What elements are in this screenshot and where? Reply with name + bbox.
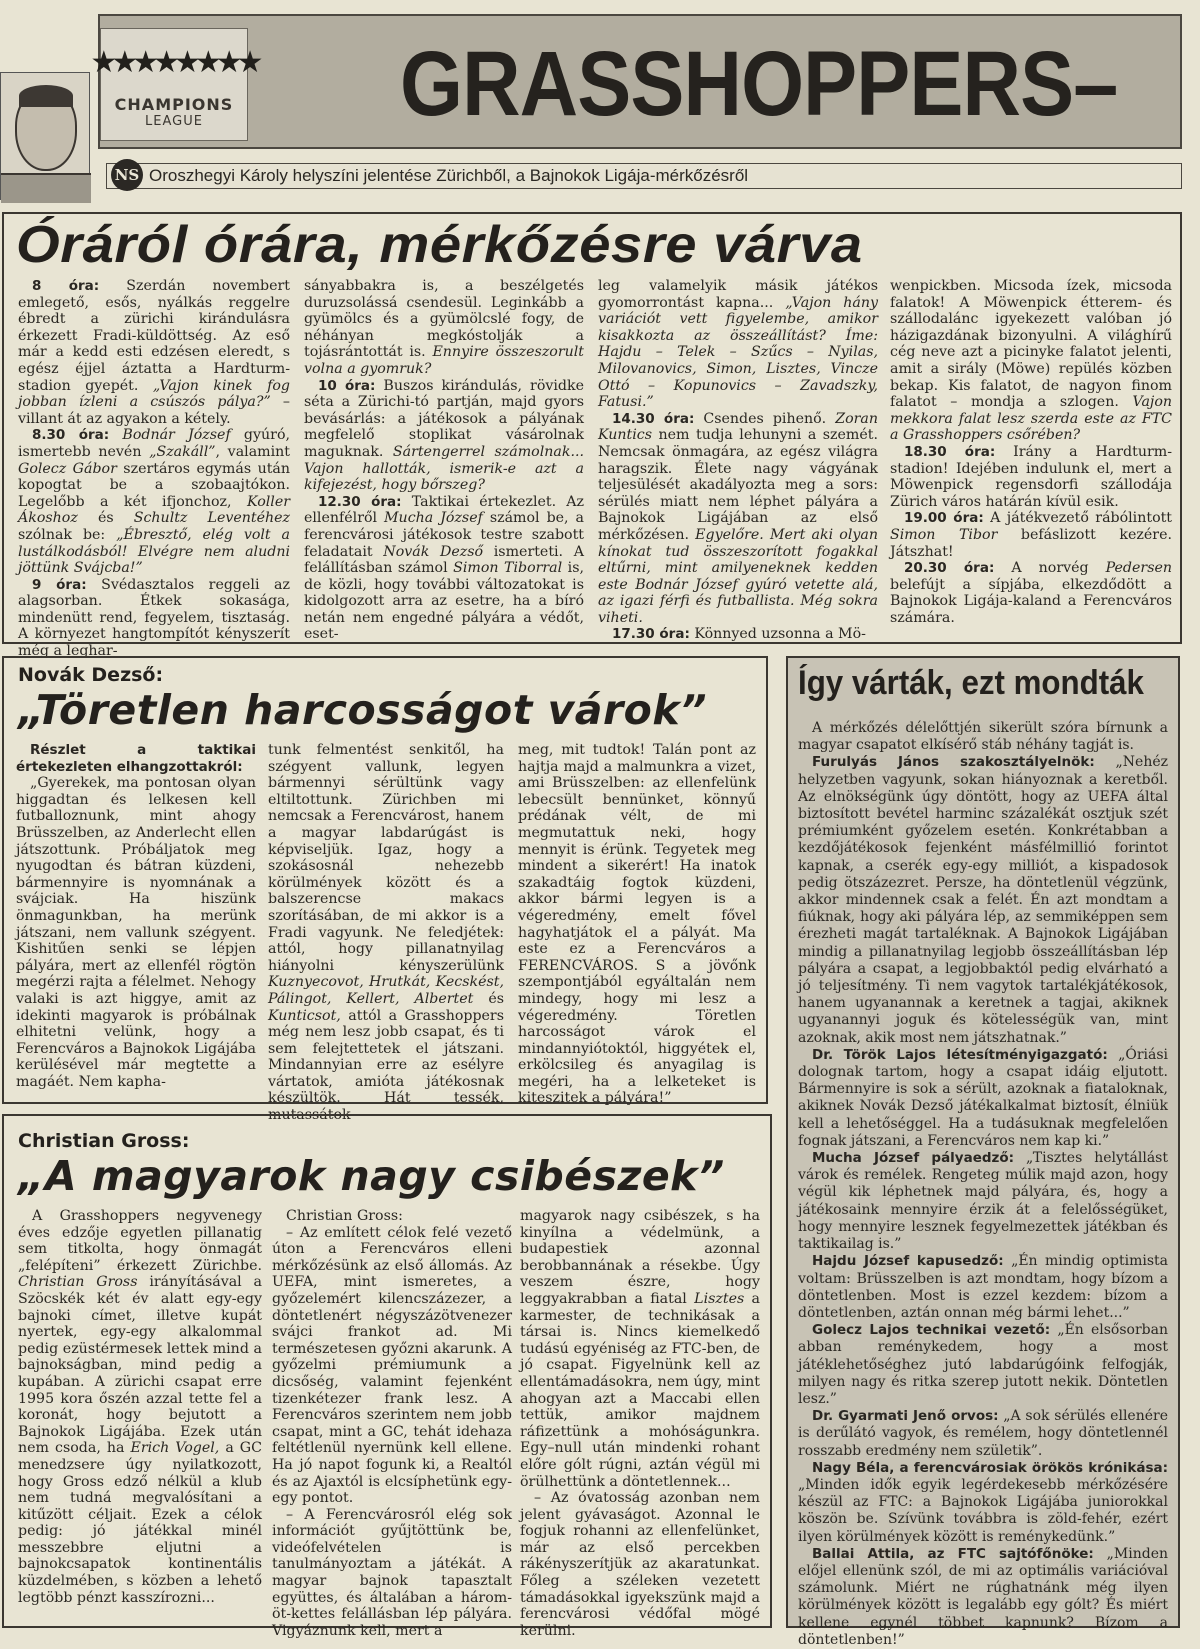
page-title: GRASSHOPPERS–: [400, 33, 1118, 135]
starball-icon: ★★★★★★★★: [90, 45, 258, 80]
article-timeline-column: [598, 278, 878, 643]
timeline-entry: 20.30 óra: A norvég Pedersen belefújt a sípjába, elkezdődött a Bajnokok Ligája-kaland a Ferencváros számára.: [890, 560, 1173, 626]
byline-text: Oroszhegyi Károly helyszíni jelentése Zürichből, a Bajnokok Ligája-mérkőzésről: [149, 166, 749, 185]
article-timeline-column: [304, 278, 584, 643]
article-gross: [2, 1114, 772, 1639]
timeline-entry: wenpickben. Micsoda ízek, micsoda falatok! A Möwenpick étterem- és szállodalánc igyekezett valóban jó házigazdának bizonyulni. A világhírű cég neve azt a picinyke falatot jelenti, amit a sirály (Möwe) repülés közben bekap. Kis falatot, de nagyon finom falatot – mondja a szlogen. Vajon mekkora falat lesz szerda este az FTC a Grasshoppers csőrében?: [890, 278, 1172, 444]
article-timeline-column: [18, 278, 290, 660]
timeline-time: 17.30 óra:: [612, 626, 690, 643]
article-gross-kicker: Christian Gross:: [18, 1130, 190, 1152]
article-quotes-body: A mérkőzés délelőttjén sikerült szóra bírnunk a magyar csapatot elkísérő stáb néhány tagját is. Furulyás János szakosztályelnök: „Nehéz helyzetben vagyunk, sokan hiányoznak a keretből. Az elnökségünk úgy döntött, hogy az UEFA által biztosított bevétel harminc százalékát osztjuk szét prémiumként győzelem esetén. Konkrétabban a kezdőjátékosok fejenként másfélmillió forintot kapnak, a cserék egy-egy milliót, a kispadosok pedig ötszázezret. Persze, ha döntetlenül végzünk, akkor mindennek csak a felét. Én azt mondtam a fiúknak, hogy aki pályára lép, az semmiképpen sem érezheti magát tartaléknak. A Bajnokok Ligájában mindig a pillanatnyilag legjobb összeállításban lép pályára a csapat, a legjobbaktól pedig elvárható a jó teljesítmény. Ti nem vagytok tartalékjátékosok, hanem ugyanannak a keretnek a tagjai, akiknek ugyanannyi joguk és kötelességük van, mint azoknak, akik most nem játszhatnak.” Dr. Török Lajos létesítményigazgató: „Óriási dolognak tartom, hogy a csapat idáig eljutott. Bármennyire is sok a sérült, azoknak a fiataloknak, akiknek Novák Dezső játékalkalmat biztosít, élniük kell a lehetőséggel. Ha a tudásuknak megfelelően fognak játszani, a Ferencváros nem kap ki.” Mucha József pályaedző: „Tisztes helytállást várok és remélek. Rengeteg múlik majd azon, hogy végül kik léphetnek majd pályára, és, hogy a játékosaink mennyire érzik át a felelősségüket, hogy mennyire lesznek fegyelmezettek játékban és taktikailag is.” Hajdu József kapusedző: „Én mindig optimista voltam: Brüsszelben is azt mondtam, hogy bízom a döntetlenben. Most is ezzel kezdem: bízom a döntetlenben, aztán onnan még bármi lehet...” Golecz Lajos technikai vezető: „Én elsősorban abban reménykedem, hogy a most játéklehetőséghez jutó labdarúgóink felfogják, milyen nagy és ritka szerep jutott nekik. Döntetlen lesz.” Dr. Gyarmati Jenő orvos: „A sok sérülés ellenére is derűlátó vagyok, és remélem, hogy döntetlennél rosszabb eredmény nem születik”. Nagy Béla, a ferencvárosiak örökös krónikása: „Minden idők egyik legérdekesebb mérkőzésére készül az FTC: a Bajnokok Ligájába juniorokkal köszön be. Szívünk továbbra is zöld-fehér, ezért ilyen körülmények között is reménykedünk.” Ballai Attila, az FTC sajtófőnöke: „Minden előjel ellenünk szól, de mi az optimális variációval számolunk. Miért ne rúghatnánk még ilyen körülmények között is legalább egy gólt? És miért kellene egynél többet kapnunk? Bízom a döntetlenben!”: [798, 720, 1169, 1648]
ns-logo-icon: NS: [111, 159, 143, 191]
timeline-time: 18.30 óra:: [904, 443, 996, 460]
timeline-time: 19.00 óra:: [904, 510, 984, 527]
article-timeline-headline: Óráról órára, mérkőzésre várva: [16, 216, 863, 274]
timeline-time: 9 óra:: [32, 576, 87, 593]
article-novak-column: tunk felmentést senkitől, ha szégyent vallunk, legyen bármennyi sérültünk vagy eltiltottunk. Zürichben mi nemcsak a Ferencvárost, hanem a magyar labdarúgást is képviseljük. Igaz, hogy a szokásosnál nehezebb körülmények között és a balszerencse makacs szorításában, de mi akkor is a Fradi vagyunk. Ne feledjétek: attól, hogy pillanatnyilag hiányolni kényszerülünk Kuznyecovot, Hrutkát, Kecskést, Pálingot, Kellert, Albertet és Kunticsot, attól a Grasshoppers még nem lesz jobb csapat, és ti sem felejtettetek el játszani. Mindannyian erre az esélyre vártatok, amióta játékosnak készültök. Hát tessék, mutassátok: [268, 742, 504, 1124]
photo-shirt: [1, 173, 91, 203]
photo-hair: [19, 85, 73, 107]
timeline-entry: 19.00 óra: A játékvezető rábólintott Simon Tibor befáslizott kezére. Játszhat!: [890, 510, 1173, 560]
timeline-entry: 8 óra: Szerdán novembert emlegető, esős, nyálkás reggelre ébredt a zürichi kirándulásra érkezett Fradi-küldöttség. Az eső már a kedd esti edzésen eleredt, s egész éjjel áztatta a Hardturm-stadion gyepét. „Vajon kinek fog jobban ízleni a csúszós pálya?” – villant át az agyakon a kétely.: [18, 278, 290, 427]
article-novak-column: meg, mit tudtok! Talán pont az hajtja majd a malmunkra a vizet, ami Brüsszelben: az ellenfelünk lebecsült bennünket, könnyű prédának vélt, de mi megmutattuk neki, hogy mennyit is érünk. Tegyetek meg mindent a sikerért! Ha inatok szakadtáig fogtok küzdeni, akkor bármi legyen is a végeredmény, emelt fővel hagyhatjátok el a pályát. Ma este ez a Ferencváros a FERENCVÁROS. S a jövőnk szempontjából egyáltalán nem mindegy, hogy mi lesz a végeredmény. Töretlen harcosságot várok el mindannyiótoktól, higgyétek el, erkölcsileg és anyagilag is megéri, ha a lelketeket is kiteszitek a pályára!”: [518, 742, 756, 1107]
timeline-time: 10 óra:: [318, 377, 376, 394]
timeline-time: 8.30 óra:: [32, 427, 110, 444]
article-timeline-column: [890, 278, 1172, 626]
article-gross-column: Christian Gross: – Az említett célok felé vezető úton a Ferencváros elleni mérkőzésünk az első állomás. Az UEFA, mint ismeretes, a győzelemért kilencszázezer, a döntetlenért négyszázötvenezer svájci frankot ad. Mi természetesen győzni akarunk. A győzelmi prémiumunk a dicsőség, valamint fejenként tizenkétezer frank lesz. A Ferencváros szerintem nem jobb csapat, mint a GC, tehát idehaza feltétlenül nyernünk kell ellene. Ha jó napot fogunk ki, a Realtól és az Ajaxtól is elcsíphetünk egy-egy pontot. – A Ferencvárosról elég sok információt gyűjtöttünk be, videófelvételen is tanulmányoztam a játékát. A magyar bajnok tapasztalt együttes, és általában a három-öt-kettes felállásban lép pályára. Vigyáznunk kell, mert a: [272, 1208, 512, 1639]
timeline-entry: sányabbakra is, a beszélgetés duruzsolássá csendesül. Leginkább a gyümölcs és a gyümölcslé fogy, de néhányan megkóstolják a tojásrántottát is. Ennyire összeszorult volna a gyomruk?: [304, 278, 584, 377]
article-novak: [2, 656, 768, 1124]
article-novak-headline: „Töretlen harcosságot várok”: [18, 686, 708, 734]
champions-league-logo: [90, 28, 258, 141]
logo-line1: CHAMPIONS: [114, 95, 234, 114]
timeline-entry: 14.30 óra: Csendes pihenő. Zoran Kuntics nem tudja lehunyni a szemét. Nemcsak önmagára, az egész világra haragszik. Élete nagy vágyának teljesülését akadályozta meg a sors: sérülés miatt nem léphet pályára a Bajnokok Ligájában az első mérkőzésen. Egyelőre. Mert aki olyan kínokat tud összeszorított fogakkal eltűrni, mint amilyeneknek kedden este Bodnár József gyúró vetette alá, az igazi férfi és futballista. Még sokra viheti.: [598, 410, 878, 626]
timeline-time: 20.30 óra:: [904, 560, 995, 577]
timeline-time: 14.30 óra:: [612, 410, 695, 427]
article-gross-column: magyarok nagy csibészek, s ha kinyílna a védelmünk, a budapestiek azonnal berobbannának a résekbe. Úgy veszem észre, hogy leggyakrabban a fiatal Lisztes a karmester, de technikásak a társai is. Nincs kiemelkedő tudású egyéniség az FTC-ben, de jó csapat. Figyelnünk kell az ellentámadásokra, nem úgy, mint ahogyan azt a Maccabi ellen tettük, amikor majdnem ráfizettünk a mohóságunkra. Egy–null után mindenki rohant előre gólt rúgni, aztán végül mi örülhettünk a döntetlennek... – Az óvatosság azonban nem jelent gyávaságot. Azonnal le fogjuk rohanni az ellenfelünket, már az első percekben rákényszerítjük az akaratunkat. Főleg a széleken vezetett támadásokkal igyekszünk majd a ferencvárosi védőfal mögé kerülni.: [520, 1208, 761, 1639]
article-gross-headline: „A magyarok nagy csibészek”: [18, 1152, 725, 1200]
logo-line2: LEAGUE: [145, 114, 203, 129]
byline: [106, 163, 1182, 189]
timeline-entry: 10 óra: Buszos kirándulás, rövidke séta a Zürichi-tó partján, majd gyors bevásárlás: a játékosok a pályának megfelelő stoplikat vásárolnak maguknak. Sártengerrel számolnak... Vajon hallották, ismerik-e azt a kifejezést, hogy bőrszeg?: [304, 377, 585, 494]
timeline-entry: 8.30 óra: Bodnár József gyúró, ismertebb nevén „Szakáll”, valamint Golecz Gábor szertáros egymás után kopogtat be a szobaajtókon. Legelőbb a két ifjonchoz, Koller Ákoshoz és Schultz Leventéhez szólnak be: „Ébresztő, elég volt a lustálkodásból! Elvégre nem aludni jöttünk Svájcba!”: [18, 427, 291, 577]
timeline-entry: 17.30 óra: Könnyed uzsonna a Mö-: [612, 626, 866, 643]
article-quotes-headline: Így várták, ezt mondták: [798, 664, 1144, 702]
article-timeline: [2, 212, 1182, 660]
timeline-entry: 12.30 óra: Taktikai értekezlet. Az ellenfélről Mucha József számol be, a ferencvárosi játékosok testre szabott feladatait Novák Dezső ismerteti. A felállításban számol Simon Tiborral is, de közli, hogy további változatokat is kidolgozott arra az esetre, ha a bíró netán nem engedné pályára a védőt, eset-: [304, 493, 585, 643]
author-photo: [0, 72, 90, 200]
timeline-entry: 9 óra: Svédasztalos reggeli az alagsorban. Étkek sokasága, mindenütt rend, fegyelem, tisztaság. A környezet hangtompítót kényszerít még a leghar-: [18, 576, 290, 660]
timeline-entry: leg valamelyik másik játékos gyomorrontást kapna... „Vajon hány variációt vett figyelembe, amikor kisakkozta az összeállítást? Íme: Hajdu – Telek – Szűcs – Nyilas, Milovanovics, Simon, Lisztes, Vincze Ottó – Kopunovics – Zavadszky, Fatusi.”: [598, 278, 878, 411]
timeline-time: 12.30 óra:: [318, 493, 402, 510]
article-novak-column: Részlet a taktikai értekezleten elhangzottakról: „Gyerekek, ma pontosan olyan higgadtan és lelkesen kell futballoznunk, mint ahogy Brüsszelben, az Anderlecht ellen játszottunk. Próbáljatok meg nyugodtan és bátran küzdeni, bármennyire is nyomnának a svájciak. Ha hiszünk önmagunkban, ha merünk játszani, nem vallunk szégyent. Kishitűen senki se lépjen pályára, mert az ellenfél rögtön megérzi rajta a félelmet. Nehogy valaki is azt higgye, amit az idekinti magyarok is próbálnak elhitetni velünk, hogy a Ferencváros a Bajnokok Ligájába kerülésével már megtette a magáét. Nem kapha-: [16, 742, 256, 1090]
timeline-time: 8 óra:: [32, 278, 100, 294]
article-novak-kicker: Novák Dezső:: [18, 664, 164, 686]
article-quotes: [786, 656, 1180, 1648]
timeline-entry: 18.30 óra: Irány a Hardturm-stadion! Idejében indulunk el, mert a Möwenpick regensdorfi szállodája Zürich város határán kívül esik.: [890, 443, 1172, 510]
article-gross-column: A Grasshoppers negyvenegy éves edzője egyetlen pillanatig sem titkolta, hogy önmagát „felépíteni” érkezett Zürichbe. Christian Gross irányításával a Szöcskék két év alatt egy-egy bajnoki címet, illetve kupát nyertek, egy-egy alkalommal pedig ezüstérmesek lettek mind a bajnokságban, mind pedig a kupában. A zürichi csapat erre 1995 kora őszén azzal tette fel a koronát, hogy bejutott a Bajnokok Ligájába. Ezek után nem csoda, ha Erich Vogel, a GC menedzsere úgy nyilatkozott, hogy Gross edző nélkül a klub nem tudná megvalósítani a kitűzött céljait. Ezek a célok pedig: jó játékkal minél messzebbre eljutni a bajnokcsapatok kontinentális küzdelmében, s közben a lehető legtöbb pénzt kasszírozni...: [18, 1208, 263, 1606]
